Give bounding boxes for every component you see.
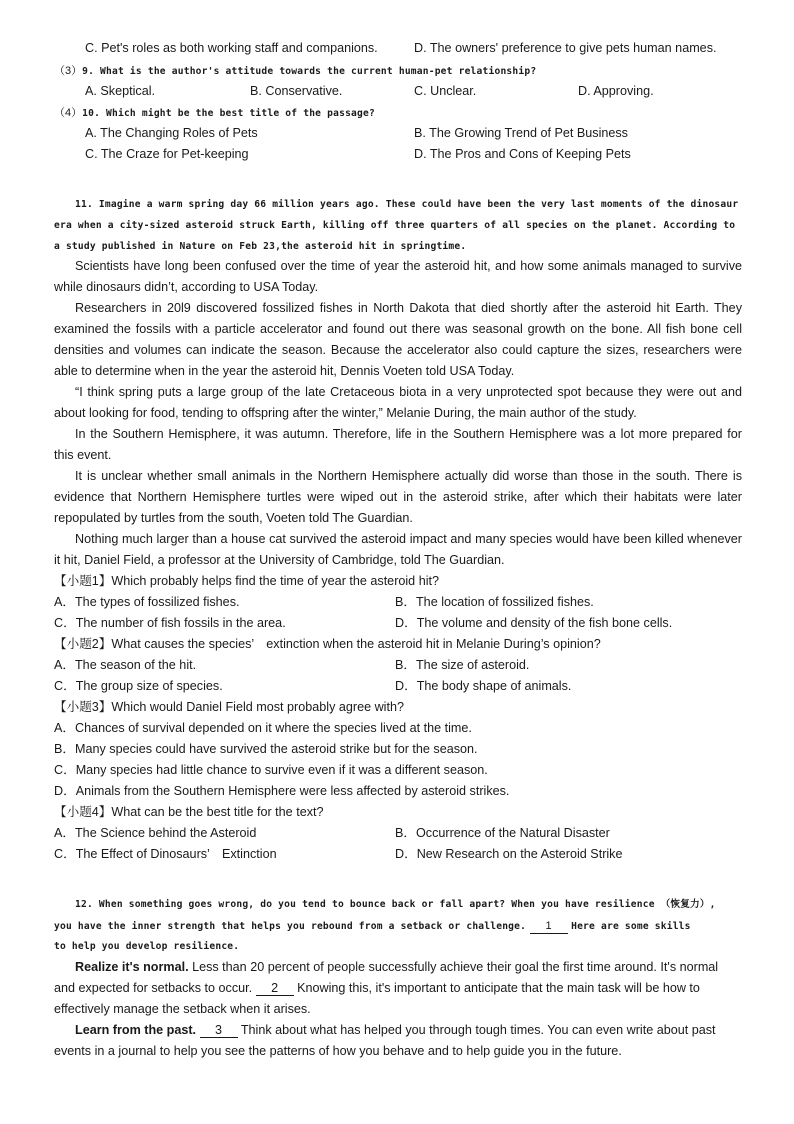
q10-number: （4） (54, 107, 83, 119)
subq2-option-d: D．The body shape of animals. (395, 679, 572, 693)
passage11-intro-line: a study published in Nature on Feb 23,the asteroid hit in springtime. (54, 241, 467, 252)
q10-option-b: B. The Growing Trend of Pet Business (414, 126, 628, 140)
passage11-paragraph: In the Southern Hemisphere, it was autumn. Therefore, life in the Southern Hemisphere was a lot more prepared for this event. (54, 427, 742, 462)
passage11-intro-line: 11. Imagine a warm spring day 66 million years ago. These could have been the very last moments of the dinosaur (75, 199, 739, 210)
blank-1[interactable]: 1 (530, 919, 568, 934)
subq1-option-b: B．The location of fossilized fishes. (395, 595, 594, 609)
subq3-option-c: C．Many species had little chance to survive even if it was a different season. (54, 763, 488, 777)
passage12-intro-line1: 12. When something goes wrong, do you tend to bounce back or fall apart? When you have resilience （恢复力）, (75, 899, 716, 910)
subq4-option-d: D．New Research on the Asteroid Strike (395, 847, 623, 861)
q8-option-d: D. The owners' preference to give pets human names. (414, 41, 717, 55)
subq1-option-a: A．The types of fossilized fishes. (54, 595, 240, 609)
passage12-p2-line2: events in a journal to help you see the patterns of how you behave and to help guide you in the future. (54, 1044, 622, 1058)
blank-2[interactable]: 2 (256, 981, 294, 996)
passage11-paragraph: “I think spring puts a large group of the late Cretaceous biota in a very unprotected spot because they were out and about looking for food, tending to offspring after the winter,” Melanie During, the main author of the study. (54, 385, 742, 420)
q9-option-b: B. Conservative. (250, 84, 343, 98)
q10-option-c: C. The Craze for Pet-keeping (85, 147, 249, 161)
realize-heading: Realize it's normal. (75, 960, 189, 974)
q9-stem-line (54, 60, 536, 82)
q10-stem: 10. Which might be the best title of the passage? (82, 108, 375, 119)
subq1-option-d: D．The volume and density of the fish bone cells. (395, 616, 673, 630)
subq3-stem: 【小题3】Which would Daniel Field most probably agree with? (54, 700, 404, 714)
passage11-paragraph: Scientists have long been confused over the time of year the asteroid hit, and how some animals managed to survive while dinosaurs didn’t, according to USA Today. (54, 259, 742, 294)
passage12-intro-text: you have the inner strength that helps you rebound from a setback or challenge. (54, 921, 527, 932)
passage11-body (54, 256, 742, 571)
passage11-intro-line: era when a city-sized asteroid struck Earth, killing off three quarters of all species on the planet. According to (54, 220, 736, 231)
q9-option-c: C. Unclear. (414, 84, 477, 98)
subq2-option-a: A．The season of the hit. (54, 658, 197, 672)
q10-option-d: D. The Pros and Cons of Keeping Pets (414, 147, 631, 161)
blank-3[interactable]: 3 (200, 1023, 238, 1038)
subq3-option-d: D．Animals from the Southern Hemisphere were less affected by asteroid strikes. (54, 784, 510, 798)
passage12-text: and expected for setbacks to occur. (54, 981, 253, 995)
passage12-intro-line2 (54, 915, 691, 937)
q10-stem-line (54, 102, 375, 124)
passage11-paragraph: Researchers in 20l9 discovered fossilized fishes in North Dakota that died shortly after the asteroid hit Earth. They examined the fossils with a particle accelerator and found out there was seasonal growth on the bone. All fish bone cell densities and volumes can indicate the season. Because the accelerator also could capture the sizes, researchers were able to determine when in the year the asteroid hit, Dennis Voeten told USA Today. (54, 301, 742, 378)
subq4-option-c: C．The Effect of Dinosaurs’ Extinction (54, 847, 277, 861)
subq3-option-a: A．Chances of survival depended on it where the species lived at the time. (54, 721, 472, 735)
passage11-paragraph: Nothing much larger than a house cat survived the asteroid impact and many species would have been killed whenever it hit, Daniel Field, a professor at the University of Cambridge, told The Guardian. (54, 532, 742, 567)
q9-number: （3） (54, 65, 83, 77)
passage12-intro-line3: to help you develop resilience. (54, 941, 240, 952)
q9-option-d: D. Approving. (578, 84, 654, 98)
passage12-text: Less than 20 percent of people successfully achieve their goal the first time around. It's normal (192, 960, 719, 974)
passage12-p1-line2 (54, 978, 700, 999)
subq4-option-a: A．The Science behind the Asteroid (54, 826, 257, 840)
subq2-stem: 【小题2】What causes the species’ extinction when the asteroid hit in Melanie During’s opinion? (54, 637, 601, 651)
q8-option-c: C. Pet's roles as both working staff and companions. (85, 41, 378, 55)
passage12-p1-line3: effectively manage the setback when it arises. (54, 1002, 311, 1016)
learn-heading: Learn from the past. (75, 1023, 197, 1037)
subq1-option-c: C．The number of fish fossils in the area. (54, 616, 286, 630)
passage11-paragraph: It is unclear whether small animals in the Northern Hemisphere actually did worse than those in the south. There is evidence that Northern Hemisphere turtles were wiped out in the asteroid strike, after which their habitats were later repopulated by turtles from the south, Voeten told The Guardian. (54, 469, 742, 525)
subq4-stem: 【小题4】What can be the best title for the text? (54, 805, 324, 819)
passage12-p2-line1 (75, 1020, 716, 1041)
q9-stem: 9. What is the author's attitude towards the current human-pet relationship? (82, 66, 537, 77)
q10-option-a: A. The Changing Roles of Pets (85, 126, 258, 140)
passage12-p1-line1 (75, 957, 718, 978)
q9-option-a: A. Skeptical. (85, 84, 155, 98)
subq1-stem: 【小题1】Which probably helps find the time of year the asteroid hit? (54, 574, 439, 588)
subq3-option-b: B．Many species could have survived the asteroid strike but for the season. (54, 742, 478, 756)
passage12-intro-text: Here are some skills (571, 921, 691, 932)
subq2-option-b: B．The size of asteroid. (395, 658, 530, 672)
passage12-text: Think about what has helped you through tough times. You can even write about past (240, 1023, 716, 1037)
passage12-text: Knowing this, it's important to anticipate that the main task will be how to (297, 981, 700, 995)
subq2-option-c: C．The group size of species. (54, 679, 223, 693)
subq4-option-b: B．Occurrence of the Natural Disaster (395, 826, 610, 840)
